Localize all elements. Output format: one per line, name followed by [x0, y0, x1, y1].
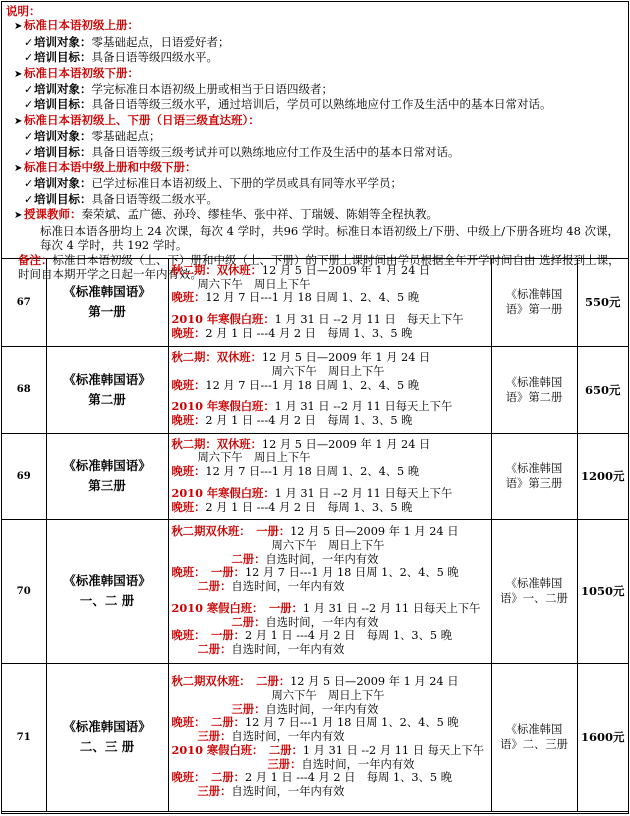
schedule-label: 2010 年寒假白班： [171, 485, 275, 500]
schedule-text: 12 月 7 日---1 月 18 日周 1、2、4、5 晚 [244, 716, 459, 730]
schedule-label: 2010 年寒假白班： [171, 399, 275, 414]
schedule-label: 三册： [231, 701, 266, 716]
course-number: 69 [2, 433, 46, 519]
schedule-label: 秋二期：双休班： [171, 436, 262, 451]
schedule-line [172, 744, 488, 758]
remark-label: 备注： [18, 252, 53, 267]
course-price: 1600元 [577, 663, 628, 811]
schedule-line [172, 602, 488, 616]
triangle-bullet-icon: ➤ [14, 163, 23, 175]
schedule-text: 1 月 31 日 --2 月 11 日 每天上下午 [302, 743, 485, 757]
note-item-text: 已学过标准日本语初级上、下册的学员或具有同等水平学员； [91, 176, 402, 191]
schedule-line [172, 351, 488, 365]
schedule-line [172, 716, 488, 730]
course-number: 71 [2, 663, 46, 811]
note-item-text: 具备日语等级四级水平。 [91, 50, 218, 65]
note-item-text: 具备日语等级三级考试并可以熟练地应付工作及生活中的基本日常对话。 [91, 144, 460, 159]
note-item [6, 145, 624, 160]
check-icon: ✓ [24, 192, 34, 206]
schedule-text: 2 月 1 日 ---4 月 2 日 每周 1、3、5 晚 [205, 414, 413, 428]
schedule-line [172, 580, 488, 594]
schedule-label: 晚班： [171, 290, 206, 305]
schedule-label: 晚班： 二册： [171, 715, 245, 730]
note-item-label: 培训对象： [34, 129, 92, 144]
schedule-text: 自选时间，一年内有效 [231, 784, 345, 798]
note-item [6, 129, 624, 144]
teachers-text: 秦荣斌、孟广德、孙玲、缪桂华、张中祥、丁瑞媛、陈娟等全程执教。 [81, 207, 438, 222]
course-price: 1200元 [577, 433, 628, 519]
textbook-line2: 语》二、三册 [500, 738, 568, 751]
schedule-line [172, 730, 488, 744]
schedule-label: 二册： [197, 641, 232, 656]
schedule-line [172, 451, 488, 465]
remark-text: 标准日本语初级（上、下）册和中级（上、下册）的下册上课时间由学员根据全年开学时间自由 选择报到上课，时间自本期开学之日起一年内有效。 [18, 252, 620, 281]
note-item-text: 零基础起点，日语爱好者； [91, 34, 230, 49]
note-item-label: 培训目标： [34, 50, 92, 65]
schedule-label: 秋二期双休班： 一册： [171, 524, 291, 539]
schedule-label: 二册： [197, 579, 232, 594]
schedule-label: 晚班： [171, 325, 206, 340]
schedule-label: 晚班： [171, 413, 206, 428]
schedule-line [172, 327, 488, 341]
course-price: 550元 [577, 259, 628, 346]
schedule-line [172, 643, 488, 657]
textbook-line1: 《标准韩国 [505, 288, 563, 302]
textbook-line1: 《标准韩国 [505, 462, 563, 475]
schedule-text: 1 月 31 日 --2 月 11 日每天上下午 [302, 601, 481, 615]
schedule-line [172, 379, 488, 393]
book-title: 《标准韩国语》 [63, 284, 151, 300]
schedule-line [172, 313, 488, 327]
schedule-line [172, 465, 488, 479]
course-textbook [491, 663, 577, 811]
check-icon: ✓ [24, 145, 34, 159]
schedule-text: 自选时间，一年内有效 [231, 580, 345, 594]
course-row [2, 346, 628, 433]
schedule-label: 秋二期双休班： 二册： [171, 674, 291, 689]
course-schedule [168, 519, 491, 663]
schedule-text: 2 月 1 日 ---4 月 2 日 每周 1、3、5 晚 [205, 326, 413, 340]
schedule-text: 周六下午 周日上下午 [197, 451, 311, 465]
schedule-text: 自选时间，一年内有效 [231, 642, 345, 656]
schedule-line [172, 758, 488, 772]
book-title: 《标准韩国语》 [63, 573, 151, 588]
course-book [46, 663, 168, 811]
textbook-line2: 语》第三册 [505, 477, 563, 490]
note-sections [6, 18, 624, 207]
schedule-line [172, 566, 488, 580]
note-item [6, 176, 624, 191]
schedule-line [172, 616, 488, 630]
schedule-text: 2 月 1 日 ---4 月 2 日 每周 1、3、5 晚 [244, 629, 452, 643]
book-volume: 第二册 [88, 391, 126, 407]
schedule-label: 晚班： [171, 464, 206, 479]
hours-text: 标准日本语各册均上 24 次课，每次 4 学时，共96 学时。标准日本语初级上/下册、中级上/下册各班均 48 次课，每次 4 学时，共 192 学时。 [40, 223, 620, 253]
schedule-text: 12 月 5 日—2009 年 1 月 24 日 [290, 525, 459, 539]
textbook-line1: 《标准韩国 [505, 577, 563, 590]
course-number: 68 [2, 346, 46, 433]
course-number: 70 [2, 519, 46, 663]
textbook-line1: 《标准韩国 [505, 375, 563, 389]
schedule-line [172, 501, 488, 515]
course-schedule [168, 346, 491, 433]
note-item [6, 192, 624, 207]
schedule-text: 12 月 5 日—2009 年 1 月 24 日 [261, 263, 431, 277]
check-icon: ✓ [24, 35, 34, 49]
course-row [2, 663, 628, 811]
schedule-text: 1 月 31 日 --2 月 11 日 每天上下午 [274, 313, 464, 327]
course-textbook [491, 433, 577, 519]
schedule-line [172, 278, 488, 292]
schedule-line [172, 291, 488, 305]
schedule-text: 12 月 5 日—2009 年 1 月 24 日 [290, 675, 459, 689]
schedule-label: 三册： [197, 729, 232, 744]
note-item-text: 具备日语等级三级水平，通过培训后，学员可以熟练地应付工作及生活中的基本日常对话。 [91, 97, 552, 112]
schedule-label: 晚班： 一册： [171, 628, 245, 643]
note-item-text: 学完标准日本语初级上册或相当于日语四级者； [91, 82, 333, 97]
section-heading: 标准日本语初级下册： [24, 65, 139, 80]
book-volume: 一、二 册 [79, 593, 135, 608]
schedule-label: 晚班： 二册： [171, 770, 245, 785]
textbook-line2: 语》第一册 [505, 303, 563, 317]
triangle-bullet-icon: ➤ [14, 68, 23, 80]
schedule-text: 1 月 31 日 --2 月 11 日每天上下午 [274, 400, 453, 414]
note-item-label: 培训目标： [34, 144, 92, 159]
course-textbook [491, 259, 577, 346]
schedule-text: 12 月 7 日---1 月 18 日周 1、2、4、5 晚 [205, 465, 420, 479]
check-icon: ✓ [24, 130, 34, 144]
schedule-line [172, 553, 488, 567]
check-icon: ✓ [24, 98, 34, 112]
schedule-text: 12 月 7 日---1 月 18 日周 1、2、4、5 晚 [205, 291, 420, 305]
schedule-text: 周六下午 周日上下午 [271, 539, 385, 553]
schedule-line [172, 438, 488, 452]
course-price: 1050元 [577, 519, 628, 663]
textbook-line1: 《标准韩国 [505, 723, 563, 736]
schedule-line [172, 675, 488, 689]
section-heading: 标准日本语初级上册： [24, 18, 139, 33]
notes-title: 说明： [6, 4, 41, 18]
schedule-line [172, 785, 488, 799]
note-item-text: 零基础起点； [91, 129, 161, 144]
book-title: 《标准韩国语》 [63, 458, 151, 473]
teachers-label: 授课教师： [24, 207, 82, 222]
check-icon: ✓ [24, 83, 34, 97]
schedule-label: 晚班： [171, 377, 206, 392]
schedule-text: 自选时间，一年内有效 [265, 552, 379, 566]
course-row [2, 433, 628, 519]
note-item-label: 培训对象： [34, 176, 92, 191]
schedule-label: 2010 年寒假白班： [171, 312, 275, 327]
note-item-label: 培训目标： [34, 97, 92, 112]
book-volume: 二、三 册 [79, 739, 135, 754]
note-item [6, 97, 624, 112]
schedule-label: 2010 寒假白班： 二册： [171, 742, 303, 757]
triangle-bullet-icon: ➤ [14, 21, 23, 33]
schedule-text: 自选时间，一年内有效 [301, 757, 415, 771]
course-textbook [491, 346, 577, 433]
schedule-text: 周六下午 周日上下午 [271, 364, 385, 378]
schedule-label: 秋二期：双休班： [171, 350, 262, 365]
schedule-label: 三册： [267, 756, 302, 771]
schedule-line [172, 689, 488, 703]
schedule-label: 秋二期：双休班： [171, 262, 262, 277]
note-item [6, 35, 624, 50]
section-heading: 标准日本语中级上册和中级下册： [24, 160, 197, 175]
course-row [2, 519, 628, 663]
triangle-bullet-icon: ➤ [14, 115, 23, 127]
note-item-label: 培训目标： [34, 191, 92, 206]
schedule-text: 12 月 7 日---1 月 18 日周 1、2、4、5 晚 [244, 566, 459, 580]
check-icon: ✓ [24, 177, 34, 191]
schedule-line [172, 487, 488, 501]
schedule-text: 2 月 1 日 ---4 月 2 日 每周 1、3、5 晚 [244, 771, 452, 785]
schedule-line [172, 703, 488, 717]
schedule-line [172, 400, 488, 414]
course-table [2, 259, 628, 812]
schedule-text: 12 月 5 日—2009 年 1 月 24 日 [261, 351, 431, 365]
course-number: 67 [2, 259, 46, 346]
course-price: 650元 [577, 346, 628, 433]
book-title: 《标准韩国语》 [63, 719, 151, 734]
schedule-label: 二册： [231, 551, 266, 566]
schedule-label: 晚班： [171, 499, 206, 514]
textbook-line2: 语》第二册 [505, 390, 563, 404]
schedule-text: 12 月 5 日—2009 年 1 月 24 日 [261, 437, 431, 451]
note-item [6, 50, 624, 65]
check-icon: ✓ [24, 51, 34, 65]
schedule-line [172, 525, 488, 539]
note-item-label: 培训对象： [34, 34, 92, 49]
schedule-label: 2010 寒假白班： 一册： [171, 600, 303, 615]
course-schedule [168, 433, 491, 519]
schedule-line [172, 414, 488, 428]
course-book [46, 346, 168, 433]
course-textbook [491, 519, 577, 663]
schedule-line [172, 629, 488, 643]
schedule-text: 自选时间，一年内有效 [265, 702, 379, 716]
schedule-text: 自选时间，一年内有效 [265, 615, 379, 629]
schedule-text: 周六下午 周日上下午 [197, 277, 311, 291]
book-volume: 第三册 [88, 478, 126, 493]
course-schedule [168, 663, 491, 811]
course-schedule [168, 259, 491, 346]
schedule-text: 自选时间，一年内有效 [231, 730, 345, 744]
schedule-text: 1 月 31 日 --2 月 11 日每天上下午 [274, 486, 453, 500]
triangle-bullet-icon: ➤ [14, 210, 23, 222]
note-item-text: 具备日语等级二级水平。 [91, 191, 218, 206]
section-heading: 标准日本语初级上、下册（日语三级直达班）： [24, 112, 260, 127]
schedule-text: 12 月 7 日---1 月 18 日周 1、2、4、5 晚 [205, 378, 420, 392]
schedule-text: 2 月 1 日 ---4 月 2 日 每周 1、3、5 晚 [205, 500, 413, 514]
textbook-line2: 语》一、二册 [500, 592, 568, 605]
schedule-line [172, 539, 488, 553]
note-item [6, 82, 624, 97]
note-item-label: 培训对象： [34, 82, 92, 97]
schedule-label: 晚班： 一册： [171, 565, 245, 580]
book-title: 《标准韩国语》 [63, 371, 151, 387]
course-document [1, 1, 629, 814]
course-book [46, 519, 168, 663]
course-book [46, 433, 168, 519]
book-volume: 第一册 [88, 304, 126, 320]
schedule-label: 三册： [197, 783, 232, 798]
schedule-line [172, 771, 488, 785]
schedule-text: 周六下午 周日上下午 [271, 689, 385, 703]
schedule-line [172, 365, 488, 379]
schedule-label: 二册： [231, 614, 266, 629]
